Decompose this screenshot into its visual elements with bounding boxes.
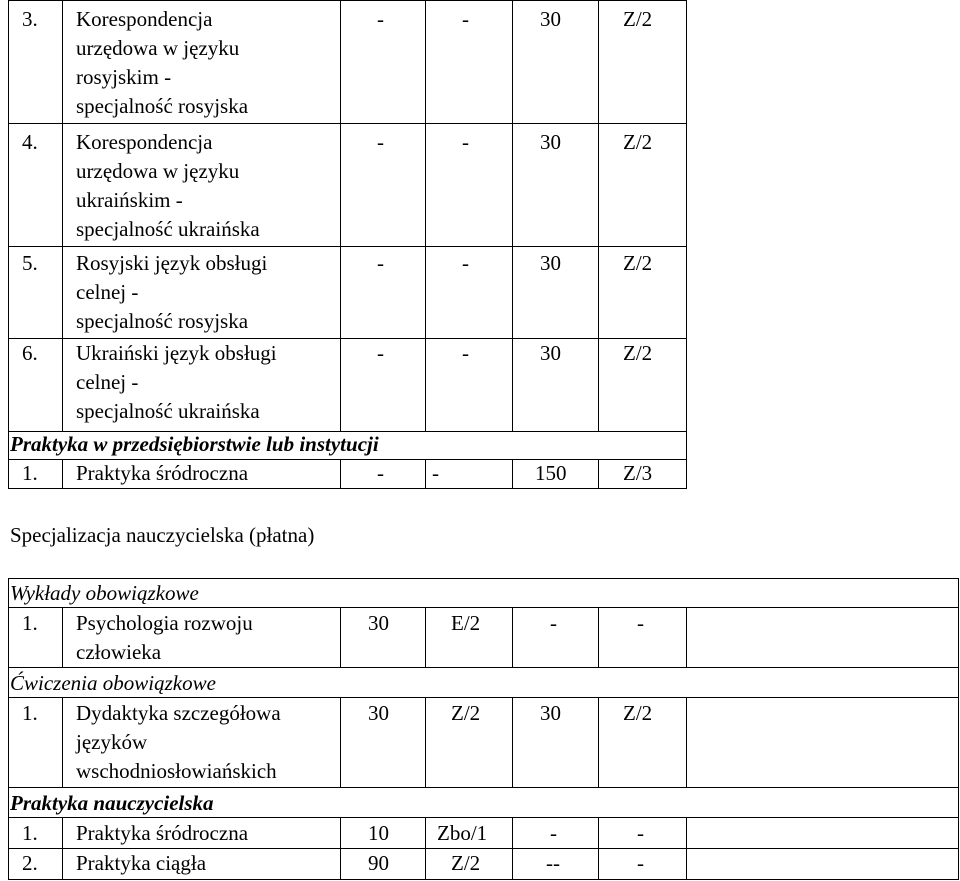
cell-value: 10 xyxy=(368,821,389,845)
cell-value: 30 xyxy=(368,611,389,635)
cell-value: - xyxy=(462,130,469,154)
cell-value: 30 xyxy=(540,341,561,365)
page-heading: Specjalizacja nauczycielska (płatna) xyxy=(10,523,315,547)
course-name-line: Praktyka śródroczna xyxy=(76,461,249,485)
course-name-line: Psychologia rozwoju xyxy=(76,611,253,635)
cell-value: - xyxy=(462,251,469,275)
cell-value: 30 xyxy=(540,701,561,725)
cell-value: - xyxy=(432,461,439,485)
course-name-line: urzędowa w języku xyxy=(76,36,240,60)
course-name-line: specjalność ukraińska xyxy=(76,217,260,241)
course-name-line: Korespondencja xyxy=(76,7,213,31)
course-name-line: ukraińskim - xyxy=(76,188,183,212)
course-name-line: wschodniosłowiańskich xyxy=(76,759,277,783)
row-number: 5. xyxy=(22,251,38,275)
course-name-line: celnej - xyxy=(76,280,139,304)
cell-value: - xyxy=(377,7,384,31)
course-name-line: Dydaktyka szczegółowa xyxy=(76,701,281,725)
cell-value: Z/2 xyxy=(623,7,653,31)
row-number: 1. xyxy=(22,611,38,635)
cell-value: - xyxy=(377,341,384,365)
row-number: 1. xyxy=(22,821,38,845)
course-name-line: Ukraiński język obsługi xyxy=(76,341,277,365)
cell-value: 30 xyxy=(540,7,561,31)
cell-value: - xyxy=(637,821,644,845)
cell-value: Z/2 xyxy=(623,341,653,365)
course-name-line: urzędowa w języku xyxy=(76,159,240,183)
cell-value: Z/2 xyxy=(623,130,653,154)
cell-value: - xyxy=(550,611,557,635)
course-name-line: Praktyka ciągła xyxy=(76,851,207,875)
cell-value: 30 xyxy=(540,130,561,154)
course-name-line: Korespondencja xyxy=(76,130,213,154)
cell-value: Z/2 xyxy=(451,701,481,725)
course-name-line: specjalność ukraińska xyxy=(76,399,260,423)
cell-value: E/2 xyxy=(451,611,481,635)
course-name-line: człowieka xyxy=(76,640,162,664)
course-name-line: specjalność rosyjska xyxy=(76,94,249,118)
row-number: 2. xyxy=(22,851,38,875)
row-number: 4. xyxy=(22,130,38,154)
cell-value: - xyxy=(377,461,384,485)
cell-value: 30 xyxy=(368,701,389,725)
cell-value: -- xyxy=(546,851,560,875)
section-header-teaching: Praktyka nauczycielska xyxy=(10,791,214,815)
section-header-lectures: Wykłady obowiązkowe xyxy=(10,581,199,605)
cell-value: Z/2 xyxy=(623,251,653,275)
course-name-line: Praktyka śródroczna xyxy=(76,821,249,845)
section-header-exercises: Ćwiczenia obowiązkowe xyxy=(10,671,216,695)
section-header-practice: Praktyka w przedsiębiorstwie lub instytucji xyxy=(10,432,379,456)
cell-value: Z/2 xyxy=(451,851,481,875)
cell-value: - xyxy=(462,7,469,31)
course-name-line: języków xyxy=(76,730,148,754)
cell-value: 90 xyxy=(368,851,389,875)
cell-value: - xyxy=(377,130,384,154)
row-number: 1. xyxy=(22,701,38,725)
course-name-line: Rosyjski język obsługi xyxy=(76,251,268,275)
cell-value: - xyxy=(550,821,557,845)
row-number: 6. xyxy=(22,341,38,365)
cell-value: - xyxy=(637,851,644,875)
cell-value: Z/2 xyxy=(623,701,653,725)
cell-value: - xyxy=(637,611,644,635)
row-number: 1. xyxy=(22,461,38,485)
course-name-line: celnej - xyxy=(76,370,139,394)
course-name-line: rosyjskim - xyxy=(76,65,172,89)
cell-value: Z/3 xyxy=(623,461,653,485)
cell-value: - xyxy=(462,341,469,365)
course-name-line: specjalność rosyjska xyxy=(76,309,249,333)
cell-value: 150 xyxy=(535,461,567,485)
row-number: 3. xyxy=(22,7,38,31)
cell-value: 30 xyxy=(540,251,561,275)
cell-value: - xyxy=(377,251,384,275)
cell-value: Zbo/1 xyxy=(437,821,488,845)
